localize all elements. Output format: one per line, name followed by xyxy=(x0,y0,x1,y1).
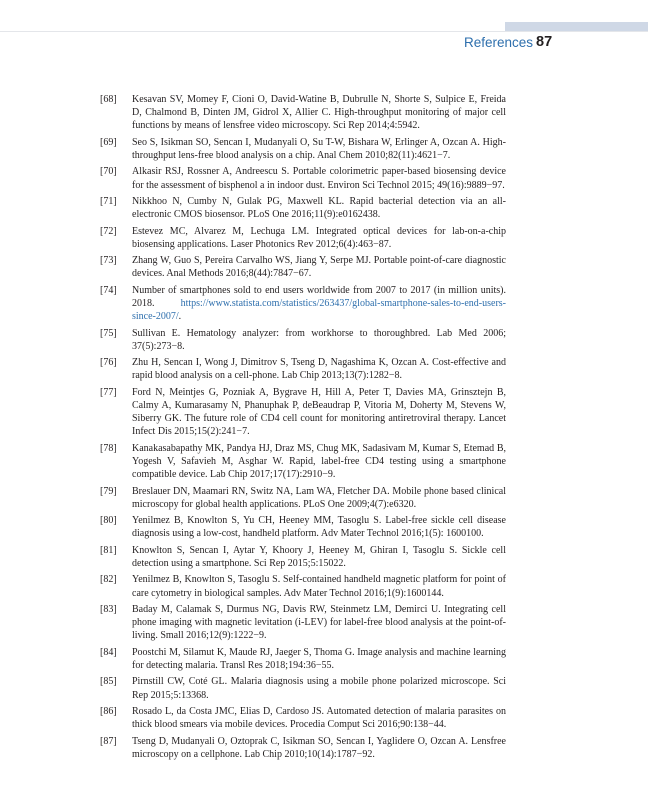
reference-number: [73] xyxy=(100,255,117,267)
reference-text: Seo S, Isikman SO, Sencan I, Mudanyali O, Su T-W, Bishara W, Erlinger A, Ozcan A. High-throughput lens-free blood analysis on a chip. Anal Chem 2010;82(11):4621−7. xyxy=(132,136,506,161)
reference-number: [80] xyxy=(100,515,117,527)
reference-item xyxy=(100,675,506,701)
reference-text: Sullivan E. Hematology analyzer: from workhorse to thoroughbred. Lab Med 2006; 37(5):273−8. xyxy=(132,327,506,352)
header-rule xyxy=(0,31,648,32)
reference-item xyxy=(100,603,506,643)
reference-number: [77] xyxy=(100,386,117,398)
reference-item xyxy=(100,356,506,382)
reference-text: Baday M, Calamak S, Durmus NG, Davis RW, Steinmetz LM, Demirci U. Integrating cell phone imaging with magnetic levitation (i-LEV) for label-free blood analysis at the point-of-living. Small 2016;12(9):1222−9. xyxy=(132,603,506,642)
reference-text: Estevez MC, Alvarez M, Lechuga LM. Integrated optical devices for lab-on-a-chip biosensing applications. Laser Photonics Rev 2012;6(4):463−87. xyxy=(132,225,506,250)
reference-text: Zhu H, Sencan I, Wong J, Dimitrov S, Tseng D, Nagashima K, Ozcan A. Cost-effective and rapid blood analysis on a cell-phone. Lab Chip 2013;13(7):1282−8. xyxy=(132,357,506,382)
reference-item xyxy=(100,485,506,511)
reference-number: [79] xyxy=(100,485,117,497)
reference-item xyxy=(100,93,506,133)
reference-text: Alkasir RSJ, Rossner A, Andreescu S. Portable colorimetric paper-based biosensing device for the assessment of bisphenol a in indoor dust. Environ Sci Technol 2015; 49(16):9889−97. xyxy=(132,166,506,191)
reference-text: Zhang W, Guo S, Pereira Carvalho WS, Jiang Y, Serpe MJ. Portable point-of-care diagnostic devices. Anal Methods 2016;8(44):7847−67. xyxy=(132,255,506,280)
reference-number: [70] xyxy=(100,166,117,178)
reference-number: [74] xyxy=(100,284,117,296)
reference-number: [86] xyxy=(100,705,117,717)
reference-text: Knowlton S, Sencan I, Aytar Y, Khoory J, Heeney M, Ghiran I, Tasoglu S. Sickle cell detection using a smartphone. Sci Rep 2015;5:15022. xyxy=(132,544,506,569)
reference-text: Nikkhoo N, Cumby N, Gulak PG, Maxwell KL. Rapid bacterial detection via an all-electronic CMOS biosensor. PLoS One 2016;11(9):e0162438. xyxy=(132,195,506,221)
reference-item xyxy=(100,646,506,672)
reference-list xyxy=(100,93,506,764)
reference-link[interactable]: https://www.statista.com/statistics/263437/global-smartphone-sales-to-end-users-since-2007/ xyxy=(132,297,506,323)
reference-text: Kesavan SV, Momey F, Cioni O, David-Watine B, Dubrulle N, Shorte S, Sulpice E, Freida D, Chalmond B, Dinten JM, Gidrol X, Allier C. High-throughput monitoring of major cell functions by means of lensfree video microscopy. Sci Rep 2014;4:5942. xyxy=(132,94,506,132)
reference-item xyxy=(100,386,506,439)
reference-number: [72] xyxy=(100,225,117,237)
reference-item xyxy=(100,573,506,599)
reference-item xyxy=(100,544,506,570)
reference-text: Yenilmez B, Knowlton S, Yu CH, Heeney MM, Tasoglu S. Label-free sickle cell disease diagnosis using a low-cost, handheld platform. Adv Mater Technol 2016;1(5): 1600100. xyxy=(132,515,506,540)
reference-item xyxy=(100,254,506,280)
reference-item xyxy=(100,136,506,162)
reference-text xyxy=(132,284,506,324)
reference-item xyxy=(100,442,506,482)
reference-text: Breslauer DN, Maamari RN, Switz NA, Lam WA, Fletcher DA. Mobile phone based clinical microscopy for global health applications. PLoS One 2009;4(7):e6320. xyxy=(132,485,506,510)
reference-number: [87] xyxy=(100,735,117,747)
reference-number: [76] xyxy=(100,357,117,369)
reference-text: Pirnstill CW, Coté GL. Malaria diagnosis using a mobile phone polarized microscope. Sci Rep 2015;5:13368. xyxy=(132,676,506,701)
reference-text: Kanakasabapathy MK, Pandya HJ, Draz MS, Chug MK, Sadasivam M, Kumar S, Etemad B, Yogesh V, Safavieh M, Asghar W. Rapid, label-free CD4 testing using a smartphone compatible device. Lab Chip 2017;17(17):2910−9. xyxy=(132,442,506,481)
reference-number: [69] xyxy=(100,136,117,148)
reference-number: [85] xyxy=(100,676,117,688)
reference-text: Poostchi M, Silamut K, Maude RJ, Jaeger S, Thoma G. Image analysis and machine learning for detecting malaria. Transl Res 2018;194:36−55. xyxy=(132,646,506,671)
reference-text: Rosado L, da Costa JMC, Elias D, Cardoso JS. Automated detection of malaria parasites on thick blood smears via mobile devices. Procedia Comput Sci 2016;90:138−44. xyxy=(132,705,506,731)
reference-suffix: . xyxy=(178,311,182,323)
reference-number: [75] xyxy=(100,327,117,339)
reference-number: [78] xyxy=(100,442,117,454)
reference-number: [83] xyxy=(100,603,117,615)
reference-number: [68] xyxy=(100,94,117,105)
reference-number: [81] xyxy=(100,544,117,556)
reference-text: Yenilmez B, Knowlton S, Tasoglu S. Self-contained handheld magnetic platform for point of care cytometry in biological samples. Adv Mater Technol 2016;1(9):1600144. xyxy=(132,574,506,599)
reference-item xyxy=(100,327,506,353)
header-accent-bar xyxy=(505,22,648,31)
reference-item xyxy=(100,284,506,324)
reference-number: [71] xyxy=(100,195,117,207)
reference-number: [82] xyxy=(100,574,117,586)
reference-item xyxy=(100,514,506,540)
page-number: 87 xyxy=(536,34,553,50)
reference-item xyxy=(100,195,506,221)
reference-item xyxy=(100,705,506,731)
reference-item xyxy=(100,165,506,191)
running-head: References xyxy=(463,35,533,50)
reference-item xyxy=(100,225,506,251)
reference-text: Tseng D, Mudanyali O, Oztoprak C, Isikman SO, Sencan I, Yaglidere O, Ozcan A. Lensfree microscopy on a cellphone. Lab Chip 2010;10(14):1787−92. xyxy=(132,735,506,760)
reference-number: [84] xyxy=(100,646,117,658)
reference-text: Ford N, Meintjes G, Pozniak A, Bygrave H, Hill A, Peter T, Davies MA, Grinsztejn B, Calmy A, Kumarasamy N, Phanuphak P, deBeaudrap P, Vitoria M, Doherty M, Stevens W, Siberry GK. The future role of CD4 cell count for monitoring antiretroviral therapy. Lancet Infect Dis 2015;15(2):241−7. xyxy=(132,386,506,438)
reference-item xyxy=(100,735,506,761)
reference-text-main: Number of smartphones sold to end users worldwide from 2007 to 2017 (in million units). 2018. xyxy=(132,284,506,309)
